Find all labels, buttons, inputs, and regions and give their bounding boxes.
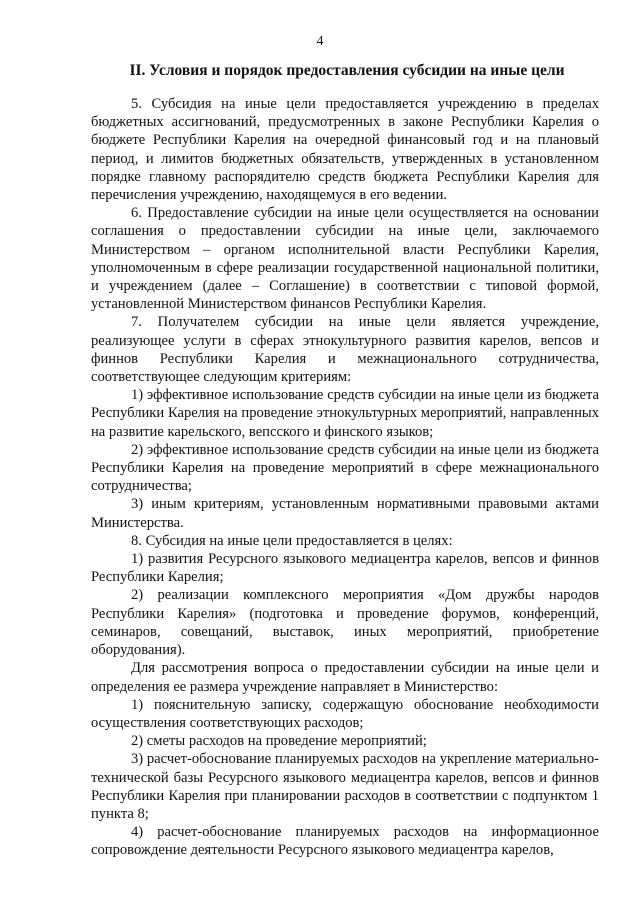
paragraph: 2) эффективное использование средств субсидии на иные цели из бюджета Республики Карелия на проведение мероприятий в сфере межнационального сотрудничества; (91, 441, 599, 495)
document-body (91, 95, 599, 860)
paragraph: 7. Получателем субсидии на иные цели является учреждение, реализующее услуги в сферах этнокультурного развития карелов, вепсов и финнов Республики Карелия и межнационального сотрудничества, соответствующее следующим критериям: (91, 314, 599, 386)
section-heading: II. Условия и порядок предоставления субсидии на иные цели (129, 62, 565, 79)
paragraph: 1) эффективное использование средств субсидии на иные цели из бюджета Республики Карелия на проведение этнокультурных мероприятий, направленных на развитие карельского, вепсского и финского языков; (91, 387, 599, 440)
paragraph: 3) расчет-обоснование планируемых расходов на укрепление материально-технической базы Ресурсного языкового медиацентра карелов, вепсов и финнов Республики Карелия при планировании расходов в соответствии с подпунктом 1 пункта 8; (91, 751, 599, 822)
paragraph: 8. Субсидия на иные цели предоставляется в целях: (131, 532, 453, 549)
paragraph: 2) сметы расходов на проведение мероприятий; (131, 733, 427, 750)
paragraph: 4) расчет-обоснование планируемых расходов на информационное сопровождение деятельности Ресурсного языкового медиацентра карелов, (91, 824, 599, 859)
paragraph: 2) реализации комплексного мероприятия «Дом дружбы народов Республики Карелия» (подготовка и проведение форумов, конференций, семинаров, совещаний, выставок, иных мероприятий, приобретение оборудования). (91, 587, 599, 659)
paragraph: 1) развития Ресурсного языкового медиацентра карелов, вепсов и финнов Республики Карелия; (91, 551, 599, 586)
paragraph: 3) иным критериям, установленным нормативными правовыми актами Министерства. (91, 496, 599, 531)
paragraph: 1) пояснительную записку, содержащую обоснование необходимости осуществления соответствующих расходов; (91, 696, 599, 731)
paragraph: 6. Предоставление субсидии на иные цели осуществляется на основании соглашения о предоставлении субсидии на иные цели, заключаемого Министерством – органом исполнительной власти Республики Карелия, уполномоченным в сфере реализации государственной национальной политики, и учреждением (далее – Соглашение) в соответствии с типовой формой, установленной Министерством финансов Республики Карелия. (91, 205, 599, 313)
paragraph: Для рассмотрения вопроса о предоставлении субсидии на иные цели и определения ее размера учреждение направляет в Министерство: (91, 660, 599, 695)
page-number: 4 (316, 34, 324, 49)
paragraph: 5. Субсидия на иные цели предоставляется учреждению в пределах бюджетных ассигнований, предусмотренных в законе Республики Карелия о бюджете Республики Карелия на очередной финансовый год и на плановый период, и лимитов бюджетных обязательств, утвержденных в установленном порядке главному распорядителю средств бюджета Республики Карелия для перечисления учреждению, находящемуся в его ведении. (91, 96, 599, 204)
